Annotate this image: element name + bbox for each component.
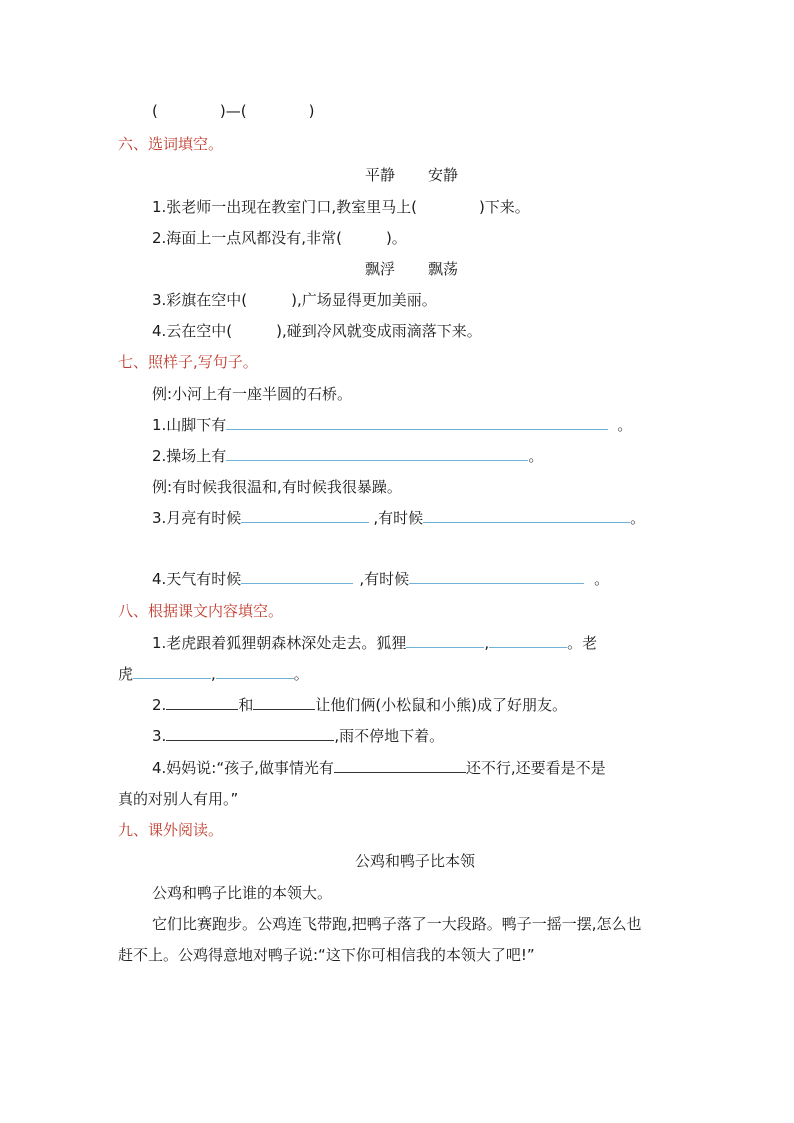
s7-question-1: 1.山脚下有 。 [152,416,633,434]
s6-question-2: 2.海面上一点风都没有,非常( )。 [152,229,407,247]
story-paragraph-2-line-1: 它们比赛跑步。公鸡连飞带跑,把鸭子落了一大段路。鸭子一摇一摆,怎么也 [152,915,642,933]
s7-question-2: 2.操场上有 。 [152,447,544,465]
bracket-open-2: ( [240,102,247,120]
answer-blank[interactable] [241,569,353,584]
bracket-open-1: ( [152,102,158,120]
answer-blank[interactable] [166,726,334,741]
answer-blank[interactable] [226,415,608,430]
answer-blank[interactable] [241,508,369,523]
bracket-close-1: ) [219,102,226,120]
s8-question-1: 1.老虎跟着狐狸朝森林深处走去。狐狸 , 。老 [152,634,598,652]
answer-blank[interactable] [216,664,294,679]
dash: — [225,102,241,120]
answer-blank[interactable] [406,633,484,648]
section-6-title: 六、选词填空。 [118,135,224,153]
story-paragraph-1: 公鸡和鸭子比谁的本领大。 [152,884,333,902]
word-choice-2b: 飘荡 [428,260,459,278]
word-choice-1a: 平静 [365,166,396,184]
section-8-title: 八、根据课文内容填空。 [118,602,284,620]
answer-blank[interactable] [133,664,211,679]
answer-blank[interactable] [423,508,630,523]
s8-question-1-cont: 虎 , 。 [118,665,309,683]
section-7-title: 七、照样子,写句子。 [118,353,258,371]
answer-blank[interactable] [489,633,567,648]
s6-question-3: 3.彩旗在空中( ),广场显得更加美丽。 [152,291,437,309]
word-choice-1b: 安静 [428,166,459,184]
word-choice-group-2 [365,259,458,279]
answer-blank[interactable] [253,695,315,710]
s7-example-2: 例:有时候我很温和,有时候我很暴躁。 [152,478,402,496]
answer-blank[interactable] [334,758,466,773]
s7-example-1: 例:小河上有一座半圆的石桥。 [152,385,353,403]
s8-question-2: 2. 和 让他们俩(小松鼠和小熊)成了好朋友。 [152,696,568,714]
s8-question-4-cont: 真的对别人有用。” [118,790,239,808]
s6-question-1: 1.张老师一出现在教室门口,教室里马上( )下来。 [152,198,530,216]
story-paragraph-2-line-2: 赶不上。公鸡得意地对鸭子说:“这下你可相信我的本领大了吧!” [118,946,535,964]
s7-question-4: 4.天气有时候 ,有时候 。 [152,570,610,588]
s8-question-4: 4.妈妈说:“孩子,做事情光有 还不行,还要看是不是 [152,759,606,777]
bracket-pair-line [152,101,314,121]
answer-blank[interactable] [166,695,238,710]
story-title: 公鸡和鸭子比本领 [354,852,475,870]
answer-blank[interactable] [409,569,584,584]
bracket-close-2: ) [308,102,315,120]
answer-blank[interactable] [226,446,528,461]
word-choice-group-1 [365,165,458,185]
s6-question-4: 4.云在空中( ),碰到冷风就变成雨滴落下来。 [152,322,482,340]
s7-question-3: 3.月亮有时候 ,有时候 。 [152,509,646,527]
section-9-title: 九、课外阅读。 [118,821,224,839]
word-choice-2a: 飘浮 [365,260,396,278]
s8-question-3: 3. ,雨不停地下着。 [152,727,445,745]
